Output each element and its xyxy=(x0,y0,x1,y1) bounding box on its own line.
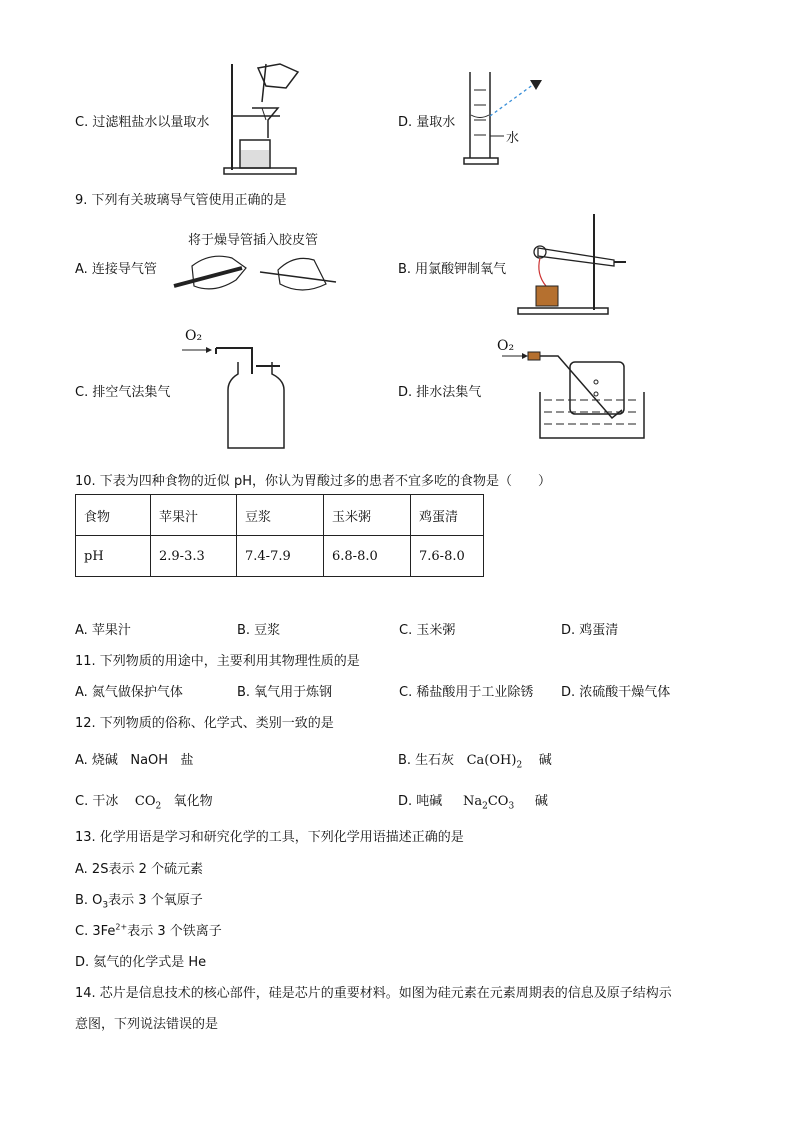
water-displacement-figure xyxy=(500,352,650,442)
formula-sub: 2 xyxy=(155,801,162,812)
text-part: C. 3Fe xyxy=(75,924,116,939)
option-prefix: C. 干冰 xyxy=(75,794,119,809)
table-cell: 豆浆 xyxy=(237,495,324,536)
table-cell: 苹果汁 xyxy=(151,495,237,536)
formula-part: Na xyxy=(462,794,483,809)
option-prefix: A. 烧碱 xyxy=(75,753,118,768)
q12-option-a xyxy=(75,749,193,768)
formula-part: CO xyxy=(487,794,509,809)
category: 氧化物 xyxy=(173,794,213,809)
q12-option-c xyxy=(75,790,213,812)
table-cell: 玉米粥 xyxy=(324,495,411,536)
q13-option-d: D. 氦气的化学式是 He xyxy=(75,955,207,970)
question-9-stem: 9. 下列有关玻璃导气管使用正确的是 xyxy=(75,193,287,208)
table-cell: 6.8-8.0 xyxy=(324,536,411,577)
q9-option-a: A. 连接导气管 xyxy=(75,262,157,277)
category: 碱 xyxy=(538,753,552,768)
q10-option-b: B. 豆浆 xyxy=(237,623,281,638)
question-11-stem: 11. 下列物质的用途中，主要利用其物理性质的是 xyxy=(75,654,360,669)
subscript: 3 xyxy=(102,900,109,911)
formula: NaOH xyxy=(130,753,169,768)
table-row xyxy=(76,536,484,577)
q9-option-d: D. 排水法集气 xyxy=(398,385,482,400)
q12-option-b xyxy=(398,749,552,771)
text-part: B. O xyxy=(75,893,103,908)
q9-option-b: B. 用氯酸钾制氧气 xyxy=(398,262,507,277)
question-14-stem-line1: 14. 芯片是信息技术的核心部件，硅是芯片的重要材料。如图为硅元素在元素周期表的信息及原子结构示 xyxy=(75,986,672,1001)
q11-option-b: B. 氧气用于炼钢 xyxy=(237,685,333,700)
gas-bottle-figure xyxy=(180,344,290,450)
water-label: 水 xyxy=(506,131,520,146)
formula-main: Ca(OH) xyxy=(466,753,517,768)
q11-option-a: A. 氮气做保护气体 xyxy=(75,685,183,700)
ph-table xyxy=(75,494,484,577)
question-10-stem: 10. 下表为四种食物的近似 pH，你认为胃酸过多的患者不宜多吃的食物是（ ） xyxy=(75,474,551,489)
formula-sub: 2 xyxy=(516,760,523,771)
table-cell: pH xyxy=(76,536,151,577)
formula-sub: 3 xyxy=(508,801,515,812)
formula-main: CO xyxy=(134,794,156,809)
q13-option-a: A. 2S表示 2 个硫元素 xyxy=(75,862,203,877)
graduated-cylinder-figure xyxy=(462,70,542,170)
o2-label-d: O₂ xyxy=(497,338,515,354)
table-cell: 食物 xyxy=(76,495,151,536)
q8-option-c: C. 过滤粗盐水以量取水 xyxy=(75,115,210,130)
text-part: 表示 3 个氧原子 xyxy=(108,893,203,908)
formula xyxy=(466,753,523,771)
text-part: 表示 3 个铁离子 xyxy=(127,924,222,939)
formula-sub: 2 xyxy=(482,801,488,812)
q8-option-d: D. 量取水 xyxy=(398,115,456,130)
table-row xyxy=(76,495,484,536)
formula xyxy=(462,794,515,812)
superscript: 2+ xyxy=(115,922,128,932)
question-14-stem-line2: 意图，下列说法错误的是 xyxy=(75,1017,219,1032)
q10-option-a: A. 苹果汁 xyxy=(75,623,131,638)
o2-label-c: O₂ xyxy=(185,328,203,344)
table-cell: 鸡蛋清 xyxy=(411,495,484,536)
question-12-stem: 12. 下列物质的俗称、化学式、类别一致的是 xyxy=(75,716,334,731)
q12-option-d xyxy=(398,790,548,812)
q11-option-c: C. 稀盐酸用于工业除锈 xyxy=(399,685,534,700)
q11-option-d: D. 浓硫酸干燥气体 xyxy=(561,685,671,700)
q13-option-b xyxy=(75,889,203,911)
kclo3-oxygen-apparatus-figure xyxy=(510,212,630,318)
formula xyxy=(134,794,162,812)
filtration-apparatus-figure xyxy=(222,62,312,178)
option-prefix: B. 生石灰 xyxy=(398,753,455,768)
question-13-stem: 13. 化学用语是学习和研究化学的工具，下列化学用语描述正确的是 xyxy=(75,830,464,845)
option-prefix: D. 吨碱 xyxy=(398,794,443,809)
table-cell: 7.4-7.9 xyxy=(237,536,324,577)
table-cell: 7.6-8.0 xyxy=(411,536,484,577)
q9-caption-a: 将于燥导管插入胶皮管 xyxy=(188,233,319,248)
table-cell: 2.9-3.3 xyxy=(151,536,237,577)
q13-option-c xyxy=(75,920,222,939)
hands-tube-figure xyxy=(170,248,340,298)
q10-option-d: D. 鸡蛋清 xyxy=(561,623,619,638)
category: 碱 xyxy=(534,794,548,809)
category: 盐 xyxy=(180,753,194,768)
q10-option-c: C. 玉米粥 xyxy=(399,623,456,638)
q9-option-c: C. 排空气法集气 xyxy=(75,385,171,400)
